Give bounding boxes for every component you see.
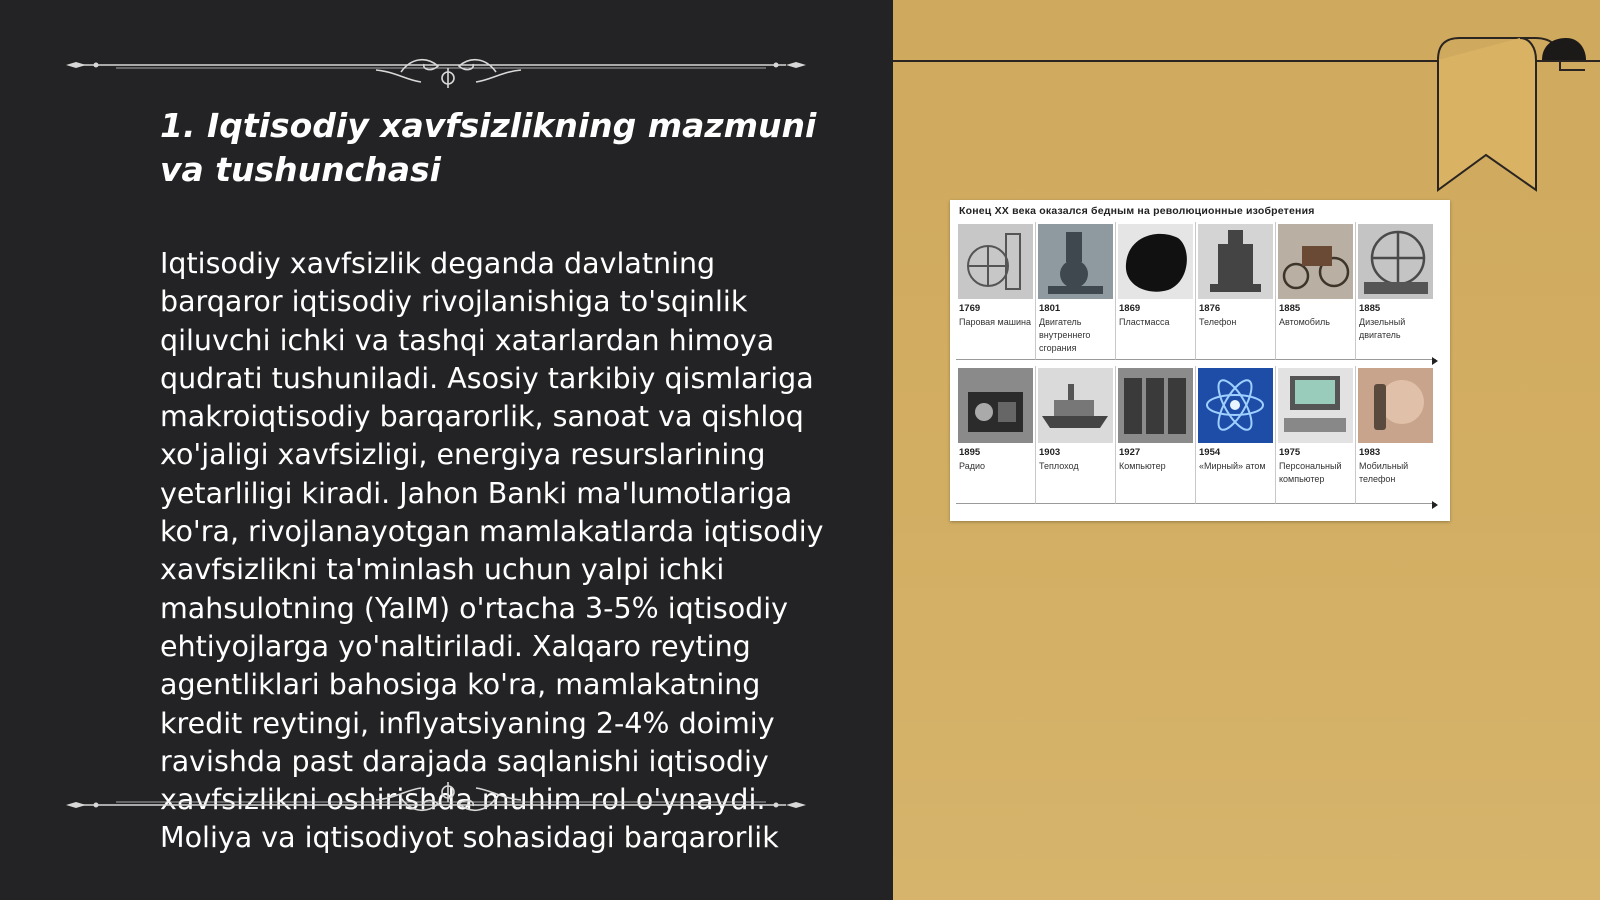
computer-icon (1118, 368, 1193, 443)
invention-caption: Автомобиль (1279, 317, 1330, 327)
infographic-title: Конец XX века оказался бедным на революционные изобретения (959, 205, 1315, 217)
infographic-row-1 (956, 222, 1440, 360)
invention-caption: Телефон (1199, 317, 1237, 327)
invention-year: 1885 (1359, 303, 1381, 314)
top-ornament-divider (66, 48, 826, 88)
diesel-engine-icon (1358, 224, 1433, 299)
invention-year: 1895 (959, 447, 981, 458)
inventions-infographic (950, 200, 1450, 521)
invention-caption: Мобильный телефон (1359, 461, 1409, 484)
invention-cell (1356, 366, 1436, 504)
timeline-arrow-icon (1432, 501, 1438, 509)
bottom-ornament-divider (66, 782, 826, 822)
invention-year: 1801 (1039, 303, 1061, 314)
invention-caption: Пластмасса (1119, 317, 1170, 327)
timeline-arrow-icon (1432, 357, 1438, 365)
invention-year: 1876 (1199, 303, 1221, 314)
invention-cell (1196, 222, 1276, 360)
plastic-icon (1118, 224, 1193, 299)
personal-computer-icon (1278, 368, 1353, 443)
motor-ship-icon (1038, 368, 1113, 443)
mobile-phone-icon (1358, 368, 1433, 443)
invention-cell (1196, 366, 1276, 504)
invention-caption: «Мирный» атом (1199, 461, 1266, 471)
invention-caption: Двигатель внутреннего сгорания (1039, 317, 1091, 353)
invention-year: 1954 (1199, 447, 1221, 458)
invention-cell (1276, 222, 1356, 360)
steam-engine-icon (958, 224, 1033, 299)
atom-icon (1198, 368, 1273, 443)
invention-year: 1927 (1119, 447, 1141, 458)
bookmark-ribbon-icon (1430, 30, 1590, 200)
invention-year: 1769 (959, 303, 981, 314)
invention-cell (1356, 222, 1436, 360)
invention-caption: Компьютер (1119, 461, 1166, 471)
combustion-engine-icon (1038, 224, 1113, 299)
invention-caption: Паровая машина (959, 317, 1031, 327)
invention-cell (1036, 222, 1116, 360)
infographic-row-2 (956, 366, 1440, 504)
invention-cell (956, 366, 1036, 504)
invention-caption: Радио (959, 461, 985, 471)
invention-cell (1036, 366, 1116, 504)
invention-cell (1116, 222, 1196, 360)
radio-icon (958, 368, 1033, 443)
invention-year: 1975 (1279, 447, 1301, 458)
invention-caption: Персональный компьютер (1279, 461, 1342, 484)
invention-year: 1869 (1119, 303, 1141, 314)
slide-body-text: Iqtisodiy xavfsizlik deganda davlatning barqaror iqtisodiy rivojlanishiga to'sqinlik qiluvchi ichki va tashqi xatarlardan himoya qudrati tushuniladi. Asosiy tarkibiy qismlariga makroiqtisodiy barqarorlik, sanoat va qishloq xo'jaligi xavfsizligi, energiya resurslarining yetarliligi kiradi. Jahon Banki ma'lumotlariga ko'ra, rivojlanayotgan mamlakatlarda iqtisodiy xavfsizlikni ta'minlash uchun yalpi ichki mahsulotning (YaIM) o'rtacha 3-5% iqtisodiy ehtiyojlarga yo'naltiriladi. Xalqaro reyting agentliklari bahosiga ko'ra, mamlakatning kredit reytingi, inflyatsiyaning 2-4% doimiy ravishda past darajada saqlanishi iqtisodiy xavfsizlikni oshirishda muhim rol o'ynaydi. Moliya va iqtisodiyot sohasidagi barqarorlik (160, 247, 824, 855)
invention-caption: Теплоход (1039, 461, 1079, 471)
telephone-icon (1198, 224, 1273, 299)
invention-year: 1983 (1359, 447, 1381, 458)
invention-cell (1116, 366, 1196, 504)
slide-title: 1. Iqtisodiy xavfsizlikning mazmuni va tushunchasi (160, 106, 817, 189)
invention-year: 1885 (1279, 303, 1301, 314)
invention-cell (956, 222, 1036, 360)
invention-caption: Дизельный двигатель (1359, 317, 1406, 340)
invention-cell (1276, 366, 1356, 504)
invention-year: 1903 (1039, 447, 1061, 458)
automobile-icon (1278, 224, 1353, 299)
